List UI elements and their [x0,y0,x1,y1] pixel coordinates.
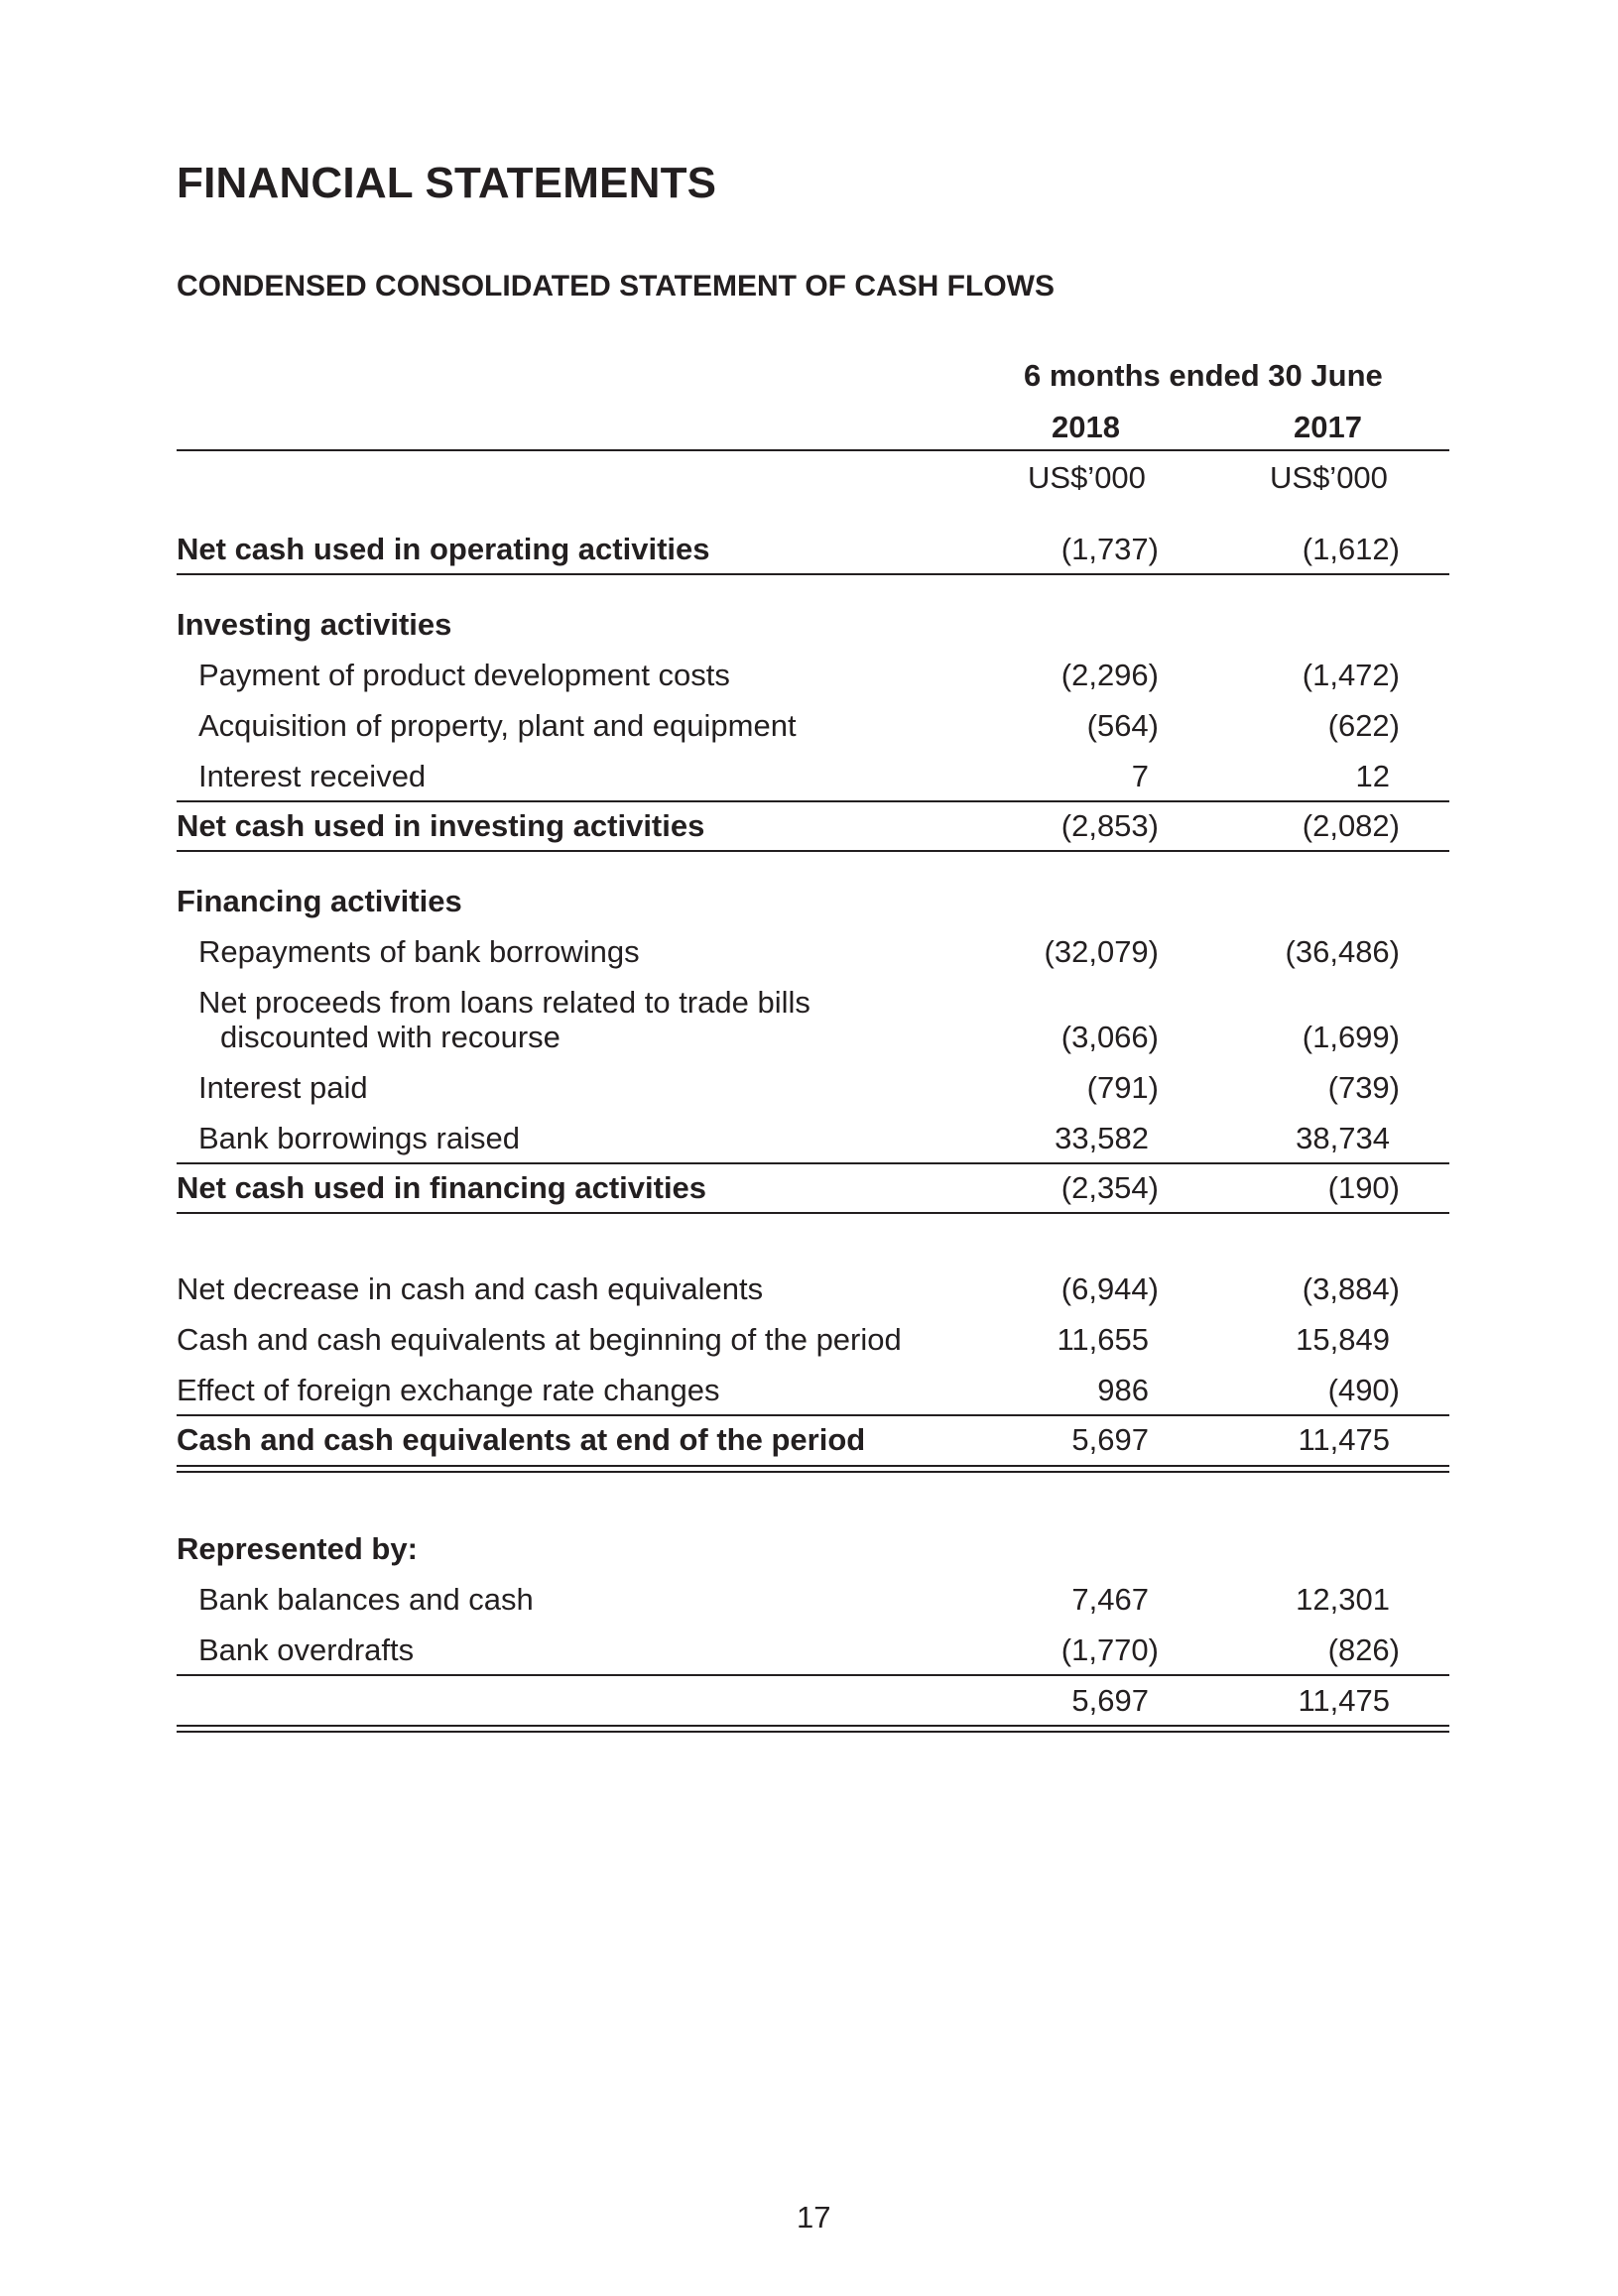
value-2017: (739) [1327,1070,1400,1105]
value-2018: (564) [1086,708,1159,743]
row-label: Net decrease in cash and cash equivalents [177,1271,764,1306]
rule [177,1674,1449,1676]
value-2017: 11,475 [1298,1422,1390,1457]
value-2018: (1,770) [1060,1632,1159,1667]
value-2017: (36,486) [1285,934,1400,969]
row-label: Interest received [198,759,427,793]
value-2018: 7,467 [1071,1582,1149,1617]
row-label: Effect of foreign exchange rate changes [177,1373,720,1407]
period-header: 6 months ended 30 June [1024,358,1383,393]
rule [177,1414,1449,1416]
rule [177,800,1449,802]
unit-2017-header: US$’000 [1270,460,1388,495]
value-2018: 5,697 [1071,1422,1149,1457]
value-2018: (1,737) [1060,532,1159,566]
row-label: Net cash used in operating activities [177,532,710,566]
value-2018: 11,655 [1057,1322,1149,1357]
row-label: Cash and cash equivalents at end of the period [177,1422,866,1457]
statement-title: CONDENSED CONSOLIDATED STATEMENT OF CASH FLOWS [177,270,1055,302]
row-label: Repayments of bank borrowings [198,934,640,969]
unit-2018-header: US$’000 [1028,460,1146,495]
row-label: Net proceeds from loans related to trade bills [198,985,810,1020]
row-label: Bank overdrafts [198,1632,415,1667]
rule [177,1162,1449,1164]
row-label: Acquisition of property, plant and equipment [198,708,797,743]
row-label: discounted with recourse [220,1020,560,1054]
value-2017: (3,884) [1302,1271,1400,1306]
value-2017: 11,475 [1298,1683,1390,1718]
year-2017-header: 2017 [1294,410,1362,444]
value-2018: (6,944) [1060,1271,1159,1306]
value-2018: (2,296) [1060,658,1159,692]
row-label: Bank balances and cash [198,1582,534,1617]
value-2017: (190) [1327,1170,1400,1205]
value-2017: 15,849 [1296,1322,1390,1357]
rule [177,850,1449,852]
value-2018: 986 [1097,1373,1149,1407]
value-2018: (2,354) [1060,1170,1159,1205]
value-2017: (1,612) [1302,532,1400,566]
double-rule [177,1465,1449,1473]
page-heading: FINANCIAL STATEMENTS [177,159,717,207]
value-2018: (3,066) [1060,1020,1159,1054]
section-label: Financing activities [177,884,462,918]
value-2018: 5,697 [1071,1683,1149,1718]
value-2017: (2,082) [1302,808,1400,843]
value-2018: (32,079) [1044,934,1159,969]
row-label: Net cash used in investing activities [177,808,705,843]
value-2017: (1,699) [1302,1020,1400,1054]
row-label: Bank borrowings raised [198,1121,520,1155]
row-label: Cash and cash equivalents at beginning of the period [177,1322,902,1357]
value-2017: 12,301 [1296,1582,1390,1617]
row-label: Interest paid [198,1070,368,1105]
section-label: Represented by: [177,1531,418,1566]
value-2017: 38,734 [1296,1121,1390,1155]
rule [177,1212,1449,1214]
value-2017: (1,472) [1302,658,1400,692]
rule [177,573,1449,575]
value-2017: (826) [1327,1632,1400,1667]
header-rule [177,449,1449,451]
value-2018: 33,582 [1055,1121,1149,1155]
double-rule [177,1725,1449,1733]
page-number: 17 [797,2200,831,2235]
value-2018: 7 [1131,759,1149,793]
value-2017: (622) [1327,708,1400,743]
value-2017: (490) [1327,1373,1400,1407]
year-2018-header: 2018 [1052,410,1120,444]
row-label: Net cash used in financing activities [177,1170,707,1205]
value-2018: (791) [1086,1070,1159,1105]
row-label: Payment of product development costs [198,658,730,692]
section-label: Investing activities [177,607,452,642]
value-2018: (2,853) [1060,808,1159,843]
value-2017: 12 [1355,759,1390,793]
